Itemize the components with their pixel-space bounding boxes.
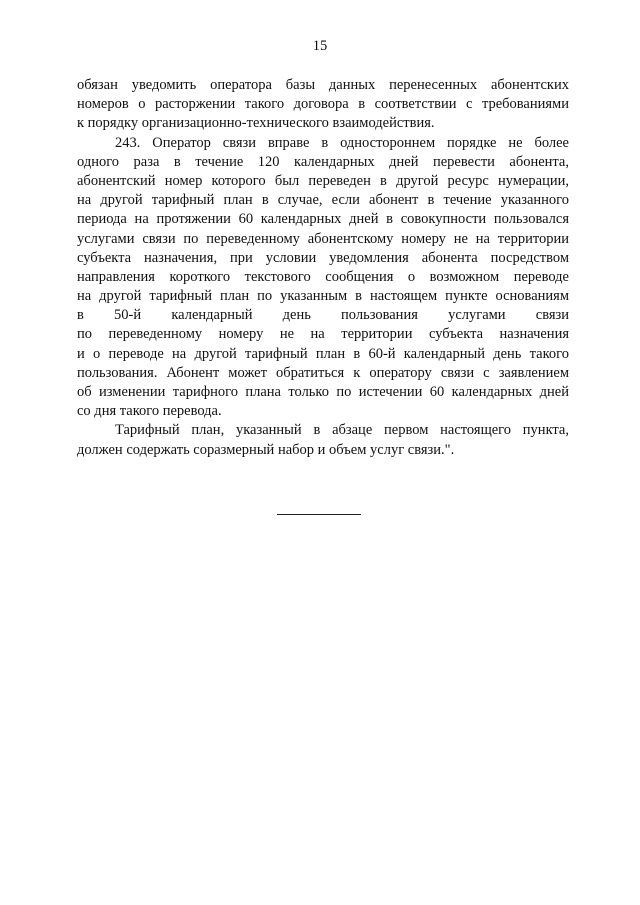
text-line: об изменении тарифного плана только по истечении 60 календарных дней	[77, 384, 569, 400]
text-line: номеров о расторжении такого договора в соответствии с требованиями	[77, 96, 569, 113]
text-line: на другой тарифный план по указанным в настоящем пункте основаниям	[77, 288, 569, 305]
text-line: абонентский номер которого был переведен в другой ресурс нумерации,	[77, 172, 569, 189]
text-line: обязан уведомить оператора базы данных перенесенных абонентских	[77, 77, 569, 93]
text-line: должен содержать соразмерный набор и объем услуг связи.".	[77, 441, 455, 458]
text-line: направления короткого текстового сообщения о возможном переводе	[77, 268, 569, 285]
text-line: 243. Оператор связи вправе в одностороннем порядке не более	[115, 134, 569, 151]
end-separator-line	[277, 514, 361, 515]
text-line: по переведенному номеру не на территории субъекта назначения	[77, 326, 569, 343]
text-line: со дня такого перевода.	[77, 403, 222, 420]
text-line: периода на протяжении 60 календарных дней в совокупности пользовался	[77, 211, 569, 228]
text-line: и о переводе на другой тарифный план в 60-й календарный день такого	[77, 345, 569, 362]
page-number: 15	[312, 38, 328, 54]
paragraph-tariff-plan	[77, 421, 569, 459]
text-line: пользования. Абонент может обратиться к оператору связи с заявлением	[77, 364, 569, 381]
text-line: услугами связи по переведенному абонентскому номеру не на территории	[77, 230, 569, 247]
text-line: субъекта назначения, при условии уведомления абонента посредством	[77, 249, 569, 266]
paragraph-continuation	[77, 76, 569, 134]
text-line: к порядку организационно-технического взаимодействия.	[77, 115, 435, 132]
text-line: Тарифный план, указанный в абзаце первом настоящего пункта,	[115, 422, 569, 439]
text-line: на другой тарифный план в случае, если абонент в течение указанного	[77, 192, 569, 209]
paragraph-item-243	[77, 134, 569, 422]
text-line: в 50-й календарный день пользования услугами связи	[77, 307, 569, 324]
document-body	[77, 76, 569, 460]
text-line: одного раза в течение 120 календарных дней перевести абонента,	[77, 153, 569, 170]
